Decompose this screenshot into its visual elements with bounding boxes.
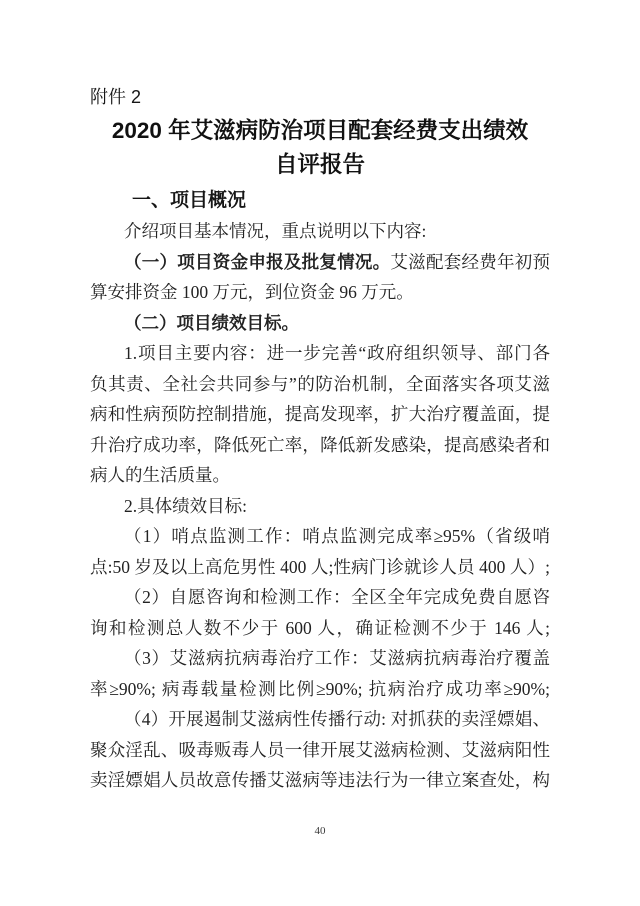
goal3-line: 率≥90%; 病毒载量检测比例≥90%; 抗病治疗成功率≥90%; (90, 678, 550, 699)
main-content-line: 负其责、全社会共同参与”的防治机制，全面落实各项艾滋 (90, 373, 550, 394)
goal-item-heading: （二）项目绩效目标。 (124, 312, 299, 333)
goal4-line: 卖淫嫖娼人员故意传播艾滋病等违法行为一律立案查处，构 (90, 770, 550, 790)
fund-item-line-1 (90, 247, 550, 278)
section-heading: 一、项目概况 (132, 190, 247, 211)
fund-item-text: 艾滋配套经费年初预 (390, 251, 551, 272)
goal4-line: （4）开展遏制艾滋病性传播行动: 对抓获的卖淫嫖娼、 (124, 709, 550, 729)
title-line-1: 2020 年艾滋病防治项目配套经费支出绩效 (111, 118, 529, 143)
main-content-line: 1.项目主要内容：进一步完善“政府组织领导、部门各 (124, 343, 550, 363)
goal1-line: （1）哨点监测工作：哨点监测完成率≥95%（省级哨 (124, 526, 550, 546)
main-content-line: 病人的生活质量。 (90, 465, 230, 485)
document-title (90, 114, 550, 182)
goal1-line: 点:50 岁及以上高危男性 400 人;性病门诊就诊人员 400 人）; (90, 556, 550, 577)
page-number: 40 (314, 825, 326, 837)
fund-item-line-2: 算安排资金 100 万元，到位资金 96 万元。 (90, 282, 414, 302)
intro-line: 介绍项目基本情况，重点说明以下内容: (124, 221, 427, 241)
goal4-line: 聚众淫乱、吸毒贩毒人员一律开展艾滋病检测、艾滋病阳性 (90, 739, 550, 760)
main-content-line: 升治疗成功率，降低死亡率，降低新发感染，提高感染者和 (90, 434, 550, 455)
goal2-line: （2）自愿咨询和检测工作：全区全年完成免费自愿咨 (124, 587, 550, 607)
title-line-2: 自评报告 (274, 152, 365, 177)
goal3-line: （3）艾滋病抗病毒治疗工作：艾滋病抗病毒治疗覆盖 (124, 648, 550, 668)
main-content-line: 病和性病预防控制措施，提高发现率，扩大治疗覆盖面，提 (90, 404, 550, 424)
attachment-label: 附件 2 (90, 87, 142, 107)
goal2-line: 询和检测总人数不少于 600 人，确证检测不少于 146 人; (90, 617, 550, 638)
fund-item-heading: （一）项目资金申报及批复情况。 (124, 251, 391, 272)
specific-goals-heading: 2.具体绩效目标: (124, 495, 247, 516)
